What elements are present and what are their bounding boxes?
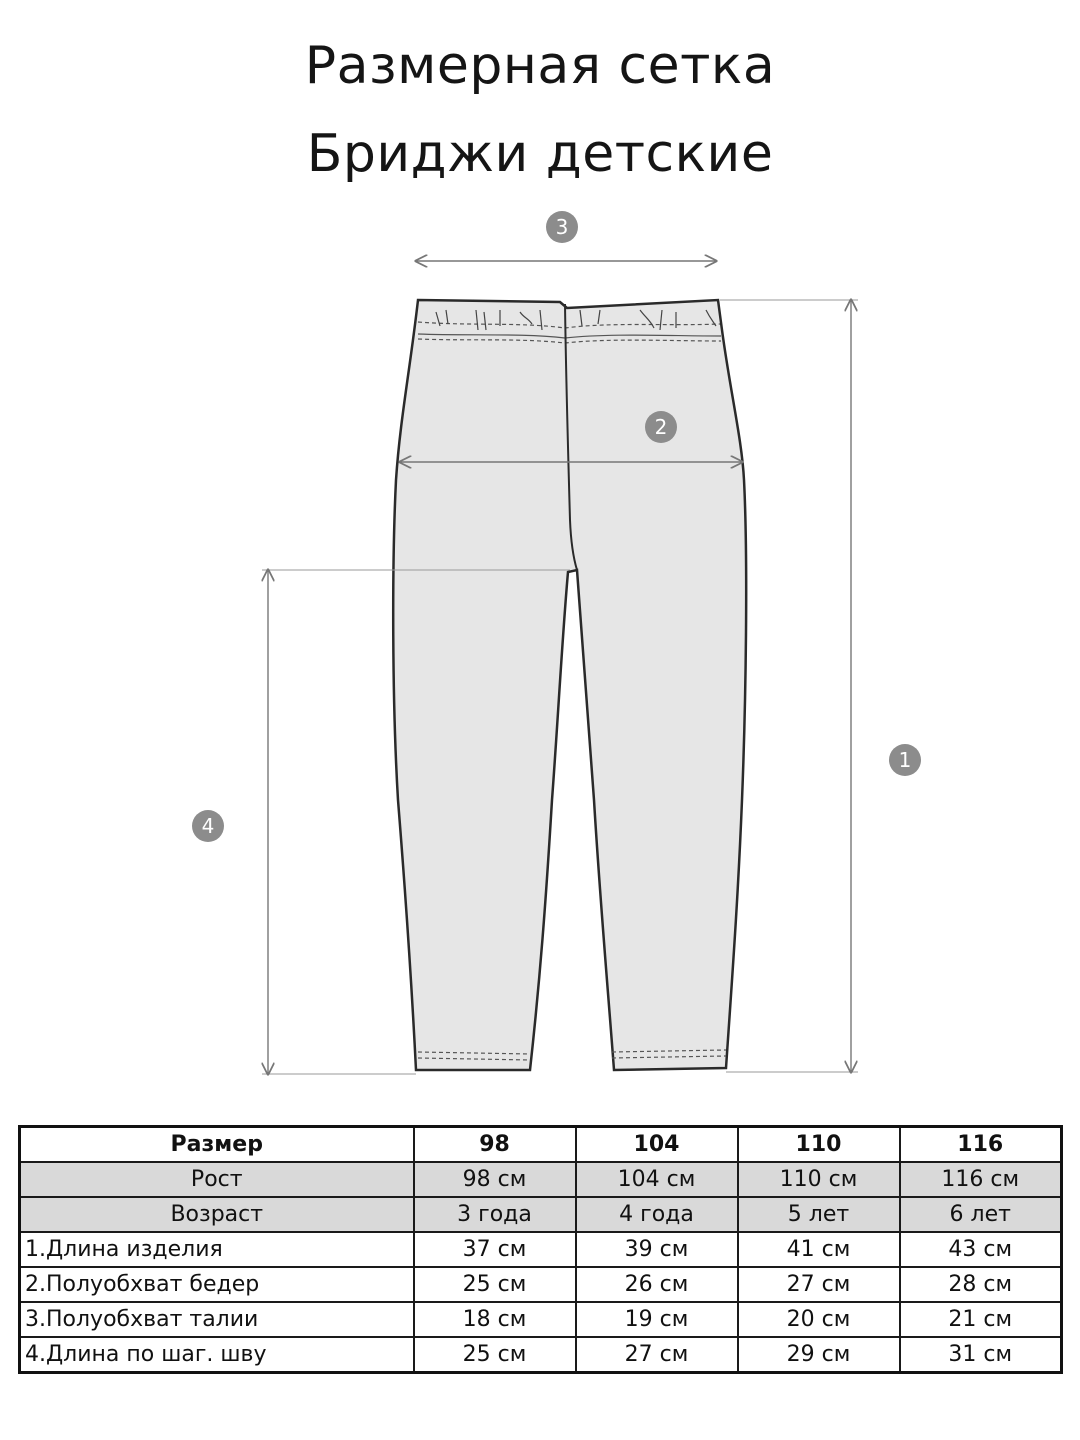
table-cell: 6 лет: [900, 1197, 1062, 1232]
header-cell: 116: [900, 1127, 1062, 1163]
page-title: Размерная сетка: [304, 36, 776, 96]
table-header-row: [20, 1127, 1062, 1163]
table-cell: 18 см: [414, 1302, 576, 1337]
table-cell: 41 см: [738, 1232, 900, 1267]
table-cell: 26 см: [576, 1267, 738, 1302]
size-table: [18, 1125, 1063, 1374]
row-label: 2.Полуобхват бедер: [20, 1267, 414, 1302]
table-cell: 27 см: [738, 1267, 900, 1302]
table-cell: 19 см: [576, 1302, 738, 1337]
table-cell: 29 см: [738, 1337, 900, 1373]
garment-diagram: [0, 200, 1080, 1100]
marker-3: [546, 211, 578, 243]
table-cell: 25 см: [414, 1337, 576, 1373]
table-cell: 27 см: [576, 1337, 738, 1373]
table-cell: 31 см: [900, 1337, 1062, 1373]
marker-4-label: 4: [201, 814, 215, 838]
marker-2: [645, 411, 677, 443]
row-label: 1.Длина изделия: [20, 1232, 414, 1267]
row-label: 3.Полуобхват талии: [20, 1302, 414, 1337]
row-label: Возраст: [20, 1197, 414, 1232]
table-cell: 104 см: [576, 1162, 738, 1197]
table-cell: 5 лет: [738, 1197, 900, 1232]
table-cell: 116 см: [900, 1162, 1062, 1197]
table-cell: 3 года: [414, 1197, 576, 1232]
table-cell: 39 см: [576, 1232, 738, 1267]
table-row: [20, 1162, 1062, 1197]
row-label: Рост: [20, 1162, 414, 1197]
table-row: [20, 1232, 1062, 1267]
table-cell: 37 см: [414, 1232, 576, 1267]
table-cell: 21 см: [900, 1302, 1062, 1337]
table-row: [20, 1337, 1062, 1373]
marker-1-label: 1: [898, 748, 912, 772]
pants-outline: [393, 300, 746, 1070]
marker-2-label: 2: [654, 415, 668, 439]
table-cell: 98 см: [414, 1162, 576, 1197]
table-row: [20, 1267, 1062, 1302]
table-cell: 25 см: [414, 1267, 576, 1302]
marker-1: [889, 744, 921, 776]
header-cell: Размер: [20, 1127, 414, 1163]
table-cell: 4 года: [576, 1197, 738, 1232]
table-cell: 43 см: [900, 1232, 1062, 1267]
marker-3-label: 3: [555, 215, 569, 239]
header-cell: 98: [414, 1127, 576, 1163]
row-label: 4.Длина по шаг. шву: [20, 1337, 414, 1373]
table-cell: 110 см: [738, 1162, 900, 1197]
table-cell: 20 см: [738, 1302, 900, 1337]
header-cell: 110: [738, 1127, 900, 1163]
table-cell: 28 см: [900, 1267, 1062, 1302]
marker-4: [192, 810, 224, 842]
table-row: [20, 1197, 1062, 1232]
header-cell: 104: [576, 1127, 738, 1163]
product-subtitle: Бриджи детские: [306, 124, 774, 184]
table-row: [20, 1302, 1062, 1337]
